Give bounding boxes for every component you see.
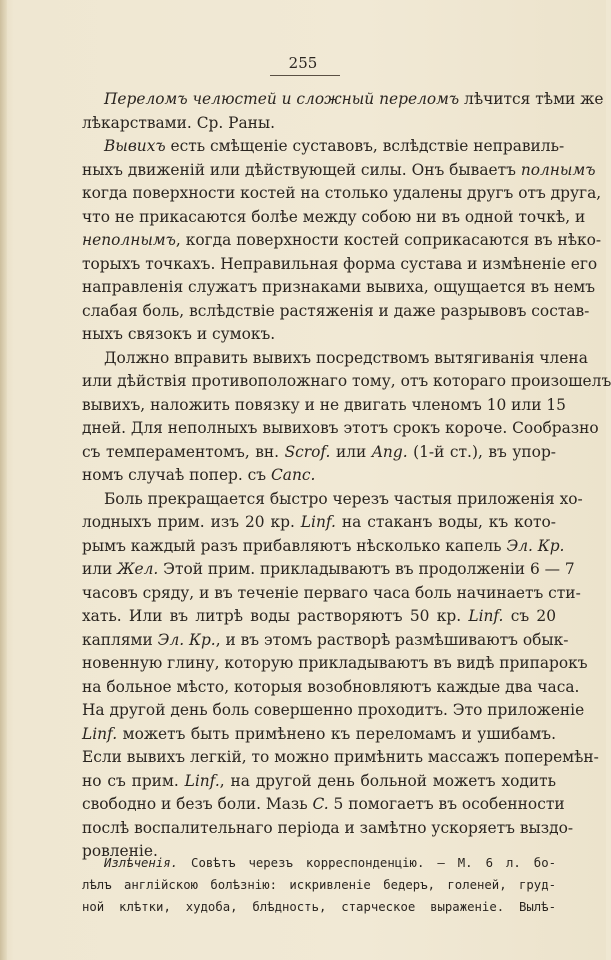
text-line: на больное мѣсто, которыя возобновляютъ каждые два часа.: [82, 677, 580, 696]
text-line: когда поверхности костей на столько удалены другъ отъ друга,: [82, 184, 602, 202]
text-line: ныхъ движеній или дѣйствующей силы. Онъ бываетъ полнымъ: [82, 160, 596, 179]
text-line: Вывихъ есть смѣщеніе суставовъ, вслѣдствіе неправиль-: [104, 137, 565, 155]
text-line: Должно вправить вывихъ посредствомъ вытягиванія члена: [104, 348, 588, 367]
text-line: Боль прекращается быстро черезъ частыя приложенія хо-: [104, 489, 583, 508]
text-line: ровленіе.: [82, 842, 158, 860]
text-line: вывихъ, наложить повязку и не двигать членомъ 10 или 15: [82, 395, 566, 414]
text-line: На другой день боль совершенно проходитъ. Это приложеніе: [82, 701, 585, 719]
footnote: [82, 852, 556, 918]
text-line: Если вывихъ легкій, то можно примѣнить массажъ поперемѣн-: [82, 748, 599, 766]
text-line: торыхъ точкахъ. Неправильная форма сустава и измѣненіе его: [82, 254, 598, 273]
text-line: Переломъ челюстей и сложный переломъ лѣчится тѣми же: [104, 90, 604, 108]
text-line: съ темпераментомъ, вн. Scrof. или Ang. (1-й ст.), въ упор-: [82, 442, 557, 461]
page-edge: [0, 0, 7, 960]
text-line: лодныхъ прим. изъ 20 кр. Linf. на стаканъ воды, къ кото-: [82, 513, 556, 531]
text-line: что не прикасаются болѣе между собою ни въ одной точкѣ, и: [82, 207, 586, 226]
text-line: ныхъ связокъ и сумокъ.: [82, 325, 276, 343]
text-line: послѣ воспалительнаго періода и замѣтно ускоряетъ выздо-: [82, 818, 574, 837]
text-line: новенную глину, которую прикладываютъ въ видѣ припарокъ: [82, 654, 588, 672]
page-number-rule: [270, 75, 340, 76]
text-line: слабая боль, вслѣдствіе растяженія и даже разрывовъ состав-: [82, 301, 590, 320]
text-line: Linf. можетъ быть примѣнено къ переломамъ и ушибамъ.: [82, 724, 556, 743]
text-line: дней. Для неполныхъ вывиховъ этотъ срокъ короче. Сообразно: [82, 419, 599, 437]
text-line: хать. Или въ литрѣ воды растворяютъ 50 кр. Linf. съ 20: [82, 607, 557, 625]
text-line: или Жел. Этой прим. прикладываютъ въ продолженіи 6 — 7: [82, 560, 575, 578]
text-line: часовъ сряду, и въ теченіе перваго часа боль начинаетъ сти-: [82, 583, 581, 602]
text-line: лѣкарствами. Ср. Раны.: [82, 113, 276, 132]
footnote-line: Излѣченія. Совѣтъ черезъ корреспонденцію. — М. 6 л. бо-: [104, 856, 556, 870]
text-line: направленія служатъ признаками вывиха, ощущается въ немъ: [82, 278, 596, 296]
footnote-line: ной клѣтки, худоба, блѣдность, старческое выраженіе. Вылѣ-: [82, 900, 556, 914]
footnote-line: лѣлъ англійскою болѣзнію: искривленіе бедеръ, голеней, груд-: [82, 878, 556, 892]
text-line: но съ прим. Linf., на другой день больной можетъ ходить: [82, 771, 556, 790]
body-text: [82, 88, 611, 864]
text-line: рымъ каждый разъ прибавляютъ нѣсколько капель Эл. Кр.: [82, 536, 565, 555]
text-line: каплями Эл. Кр., и въ этомъ растворѣ размѣшиваютъ обык-: [82, 630, 569, 649]
text-line: свободно и безъ боли. Мазь C. 5 помогаетъ въ особенности: [82, 795, 565, 813]
text-line: неполнымъ, когда поверхности костей соприкасаются въ нѣко-: [82, 231, 602, 249]
text-line: номъ случаѣ попер. съ Canc.: [82, 466, 316, 484]
page-number: 255: [288, 54, 318, 72]
text-line: или дѣйствія противоположнаго тому, отъ котораго произошелъ: [82, 372, 611, 390]
